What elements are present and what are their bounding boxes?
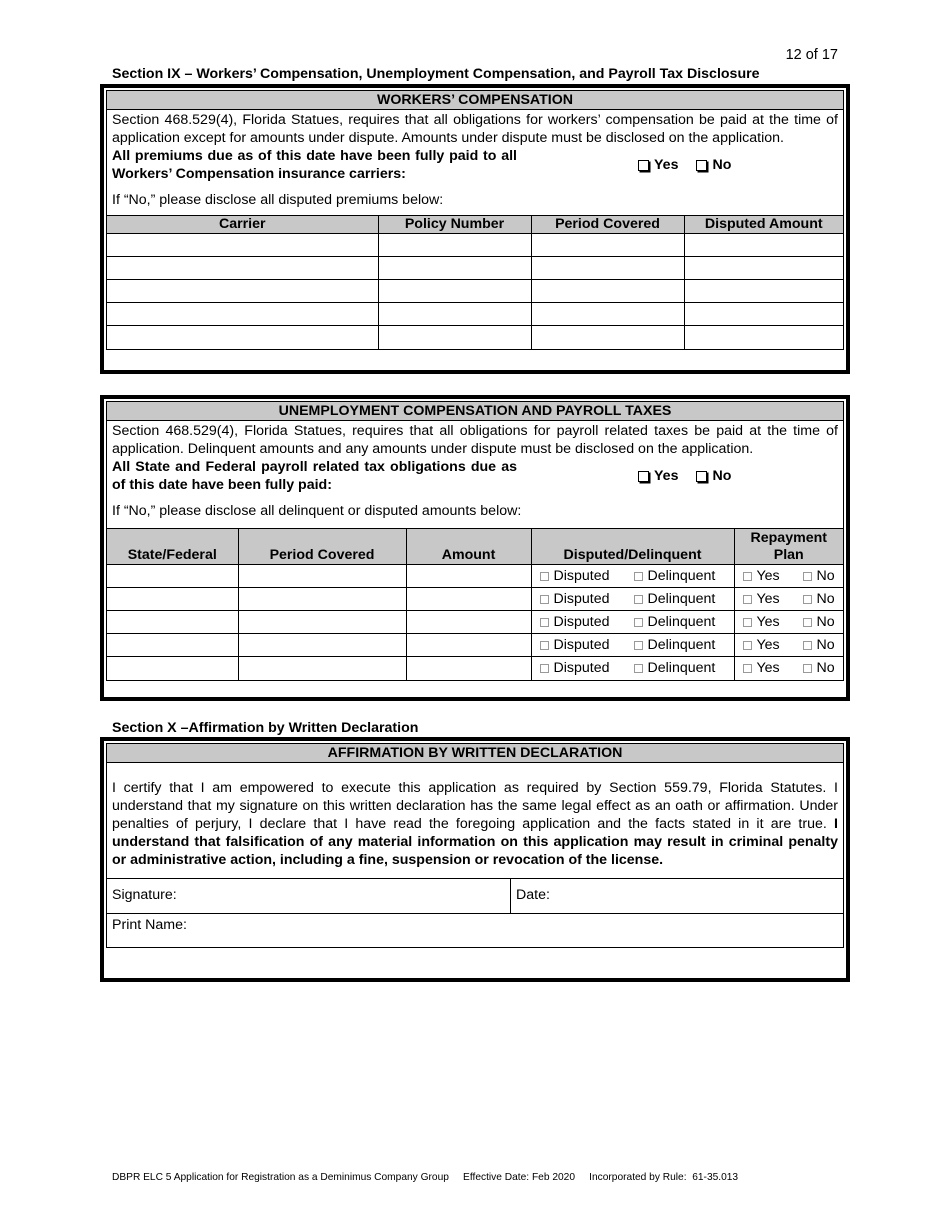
period-covered-cell[interactable] xyxy=(238,657,406,680)
disputed-amount-cell[interactable] xyxy=(684,280,843,303)
checkbox-icon[interactable] xyxy=(638,471,649,482)
repayment-yes-label: Yes xyxy=(756,568,780,584)
col-state-federal: State/Federal xyxy=(107,529,238,565)
date-label: Date: xyxy=(516,887,550,903)
period-covered-cell[interactable] xyxy=(531,234,684,257)
unemployment-options xyxy=(517,458,838,494)
affirmation-text xyxy=(107,763,843,878)
col-period-covered: Period Covered xyxy=(238,529,406,565)
signature-field[interactable] xyxy=(107,879,511,913)
repayment-plan-cell xyxy=(734,588,843,611)
disputed-option[interactable] xyxy=(540,660,634,676)
amount-cell[interactable] xyxy=(406,588,531,611)
disputed-option[interactable] xyxy=(540,637,634,653)
disputed-delinquent-cell xyxy=(531,657,734,680)
checkbox-icon[interactable] xyxy=(696,160,707,171)
affirmation-inner xyxy=(106,743,844,948)
period-covered-cell[interactable] xyxy=(238,565,406,588)
delinquent-option[interactable] xyxy=(634,568,716,584)
delinquent-option[interactable] xyxy=(634,637,716,653)
period-covered-cell[interactable] xyxy=(531,303,684,326)
period-covered-cell[interactable] xyxy=(238,611,406,634)
disputed-option[interactable] xyxy=(540,591,634,607)
workers-comp-inner xyxy=(106,90,844,350)
unemployment-question: All State and Federal payroll related tax obligations due as of this date have been fully paid: xyxy=(112,459,517,493)
carrier-cell[interactable] xyxy=(107,234,378,257)
repayment-yes-option[interactable] xyxy=(743,637,803,653)
repayment-no-option[interactable] xyxy=(803,591,835,607)
table-row xyxy=(107,257,843,280)
checkbox-icon[interactable] xyxy=(634,572,643,581)
unemployment-yes-option[interactable] xyxy=(638,467,678,485)
period-covered-cell[interactable] xyxy=(531,326,684,349)
policy-number-cell[interactable] xyxy=(378,326,531,349)
repayment-yes-option[interactable] xyxy=(743,591,803,607)
checkbox-icon[interactable] xyxy=(743,572,752,581)
col-repayment-plan: Repayment Plan xyxy=(734,529,843,565)
table-row xyxy=(107,326,843,349)
repayment-no-label: No xyxy=(816,614,835,630)
checkbox-icon[interactable] xyxy=(803,572,812,581)
section-x-heading xyxy=(112,720,418,736)
affirmation-text-regular: I certify that I am empowered to execute this application as required by Section 559.79, Florida Statutes. I understand that my signature on this written declaration has the same legal effect as an oath or affirmation. Under penalties of perjury, I declare that I have read the foregoing application and the facts stated in it are true. xyxy=(112,780,838,832)
table-row xyxy=(107,303,843,326)
disputed-delinquent-cell xyxy=(531,565,734,588)
amount-cell[interactable] xyxy=(406,657,531,680)
date-field[interactable] xyxy=(511,879,843,913)
repayment-yes-label: Yes xyxy=(756,660,780,677)
repayment-yes-label: Yes xyxy=(756,591,780,607)
state-federal-cell[interactable] xyxy=(107,657,238,680)
table-row xyxy=(107,634,843,657)
table-row xyxy=(107,565,843,588)
repayment-plan-cell xyxy=(734,565,843,588)
unemployment-no-option[interactable] xyxy=(696,467,731,485)
disputed-delinquent-cell xyxy=(531,588,734,611)
repayment-no-option[interactable] xyxy=(803,614,835,630)
repayment-yes-option[interactable] xyxy=(743,568,803,584)
table-row xyxy=(107,657,843,680)
amount-cell[interactable] xyxy=(406,611,531,634)
delinquent-option[interactable] xyxy=(634,614,716,630)
state-federal-cell[interactable] xyxy=(107,588,238,611)
period-covered-cell[interactable] xyxy=(238,634,406,657)
section-x-heading-prefix: Section X – xyxy=(112,720,189,736)
col-period-covered: Period Covered xyxy=(531,216,684,234)
page-number: 12 of 17 xyxy=(785,47,838,63)
repayment-no-option[interactable] xyxy=(803,568,835,584)
repayment-yes-label: Yes xyxy=(756,614,780,630)
disputed-label: Disputed xyxy=(553,637,610,653)
repayment-yes-option[interactable] xyxy=(743,660,803,676)
checkbox-icon[interactable] xyxy=(540,641,549,650)
checkbox-icon[interactable] xyxy=(540,618,549,627)
delinquent-label: Delinquent xyxy=(647,660,716,677)
disputed-label: Disputed xyxy=(553,591,610,607)
policy-number-cell[interactable] xyxy=(378,257,531,280)
footer: DBPR ELC 5 Application for Registration as a Deminimus Company Group Effective Date: Feb 2020 Incorporated by Rule: 61-35.013 xyxy=(112,1172,739,1183)
disputed-amount-cell[interactable] xyxy=(684,303,843,326)
disputed-label: Disputed xyxy=(553,568,610,584)
print-name-label: Print Name: xyxy=(112,917,187,933)
disputed-amount-cell[interactable] xyxy=(684,326,843,349)
checkbox-icon[interactable] xyxy=(803,618,812,627)
state-federal-cell[interactable] xyxy=(107,634,238,657)
carrier-cell[interactable] xyxy=(107,326,378,349)
disputed-delinquent-cell xyxy=(531,634,734,657)
disputed-delinquent-cell xyxy=(531,611,734,634)
delinquent-label: Delinquent xyxy=(647,637,716,653)
disputed-option[interactable] xyxy=(540,614,634,630)
unemployment-title: UNEMPLOYMENT COMPENSATION AND PAYROLL TAXES xyxy=(107,402,843,421)
checkbox-icon[interactable] xyxy=(803,595,812,604)
section-ix-heading: Section IX – Workers’ Compensation, Unemployment Compensation, and Payroll Tax Disclosure xyxy=(112,66,760,82)
workers-comp-no-option[interactable] xyxy=(696,156,731,174)
unemployment-intro: Section 468.529(4), Florida Statues, requires that all obligations for payroll related taxes be paid at the time of application. Delinquent amounts and any amounts under dispute must be disclosed on the application. xyxy=(112,423,838,457)
checkbox-icon[interactable] xyxy=(540,595,549,604)
unemployment-box xyxy=(100,395,850,701)
workers-comp-no-label: No xyxy=(712,157,732,173)
unemployment-table-header xyxy=(107,529,843,565)
workers-comp-table-header xyxy=(107,216,843,234)
carrier-cell[interactable] xyxy=(107,257,378,280)
delinquent-option[interactable] xyxy=(634,660,716,676)
workers-comp-title: WORKERS’ COMPENSATION xyxy=(107,91,843,110)
table-row xyxy=(107,611,843,634)
workers-comp-question-row xyxy=(107,147,843,183)
state-federal-cell[interactable] xyxy=(107,611,238,634)
checkbox-icon[interactable] xyxy=(634,664,643,673)
unemployment-question-row xyxy=(107,458,843,494)
checkbox-icon[interactable] xyxy=(634,595,643,604)
print-name-field[interactable] xyxy=(107,913,843,947)
workers-comp-box xyxy=(100,84,850,374)
disputed-amount-cell[interactable] xyxy=(684,257,843,280)
delinquent-label: Delinquent xyxy=(647,568,716,584)
unemployment-table xyxy=(107,528,843,680)
workers-comp-question: All premiums due as of this date have been fully paid to all Workers’ Compensation insurance carriers: xyxy=(112,148,517,182)
disputed-option[interactable] xyxy=(540,568,634,584)
checkbox-icon[interactable] xyxy=(743,664,752,673)
period-covered-cell[interactable] xyxy=(531,257,684,280)
checkbox-icon[interactable] xyxy=(634,618,643,627)
checkbox-icon[interactable] xyxy=(634,641,643,650)
repayment-no-label: No xyxy=(816,637,835,653)
workers-comp-yes-option[interactable] xyxy=(638,156,678,174)
unemployment-inner xyxy=(106,401,844,681)
checkbox-icon[interactable] xyxy=(803,641,812,650)
checkbox-icon[interactable] xyxy=(696,471,707,482)
affirmation-text-bold: I understand that falsification of any material information on this application may result in criminal penalty or administrative action, including a fine, suspension or revocation of the license. xyxy=(112,816,838,868)
repayment-plan-cell xyxy=(734,634,843,657)
col-policy-number: Policy Number xyxy=(378,216,531,234)
repayment-plan-cell xyxy=(734,657,843,680)
signature-row xyxy=(107,878,843,913)
signature-label: Signature: xyxy=(112,887,177,903)
checkbox-icon[interactable] xyxy=(743,595,752,604)
delinquent-label: Delinquent xyxy=(647,614,716,630)
amount-cell[interactable] xyxy=(406,634,531,657)
checkbox-icon[interactable] xyxy=(743,618,752,627)
carrier-cell[interactable] xyxy=(107,280,378,303)
col-disputed-amount: Disputed Amount xyxy=(684,216,843,234)
amount-cell[interactable] xyxy=(406,565,531,588)
workers-comp-yes-label: Yes xyxy=(654,157,679,173)
affirmation-title: AFFIRMATION BY WRITTEN DECLARATION xyxy=(107,744,843,763)
repayment-no-label: No xyxy=(816,591,835,607)
checkbox-icon[interactable] xyxy=(638,160,649,171)
repayment-yes-label: Yes xyxy=(756,637,780,653)
policy-number-cell[interactable] xyxy=(378,234,531,257)
workers-comp-table xyxy=(107,215,843,349)
section-x-heading-rest: Affirmation by Written Declaration xyxy=(188,720,419,736)
workers-comp-intro: Section 468.529(4), Florida Statues, requires that all obligations for workers’ compensation be paid at the time of application except for amounts under dispute. Amounts under dispute must be disclosed on the application. xyxy=(112,112,838,146)
table-row xyxy=(107,588,843,611)
delinquent-label: Delinquent xyxy=(647,591,716,607)
checkbox-icon[interactable] xyxy=(803,664,812,673)
disputed-label: Disputed xyxy=(553,614,610,630)
repayment-no-label: No xyxy=(816,568,835,584)
table-row xyxy=(107,234,843,257)
state-federal-cell[interactable] xyxy=(107,565,238,588)
unemployment-no-label: No xyxy=(712,468,732,484)
col-carrier: Carrier xyxy=(107,216,378,234)
carrier-cell[interactable] xyxy=(107,303,378,326)
checkbox-icon[interactable] xyxy=(540,572,549,581)
delinquent-option[interactable] xyxy=(634,591,716,607)
checkbox-icon[interactable] xyxy=(743,641,752,650)
checkbox-icon[interactable] xyxy=(540,664,549,673)
repayment-plan-cell xyxy=(734,611,843,634)
unemployment-disclose: If “No,” please disclose all delinquent or disputed amounts below: xyxy=(112,503,522,519)
col-disputed-delinquent: Disputed/Delinquent xyxy=(531,529,734,565)
col-amount: Amount xyxy=(406,529,531,565)
policy-number-cell[interactable] xyxy=(378,303,531,326)
repayment-no-label: No xyxy=(816,660,835,677)
workers-comp-options xyxy=(517,147,838,183)
table-row xyxy=(107,280,843,303)
period-covered-cell[interactable] xyxy=(531,280,684,303)
affirmation-box xyxy=(100,737,850,982)
policy-number-cell[interactable] xyxy=(378,280,531,303)
repayment-no-option[interactable] xyxy=(803,660,835,676)
repayment-no-option[interactable] xyxy=(803,637,835,653)
period-covered-cell[interactable] xyxy=(238,588,406,611)
workers-comp-disclose: If “No,” please disclose all disputed premiums below: xyxy=(112,192,444,208)
unemployment-yes-label: Yes xyxy=(654,468,679,484)
repayment-yes-option[interactable] xyxy=(743,614,803,630)
disputed-label: Disputed xyxy=(553,660,610,677)
disputed-amount-cell[interactable] xyxy=(684,234,843,257)
